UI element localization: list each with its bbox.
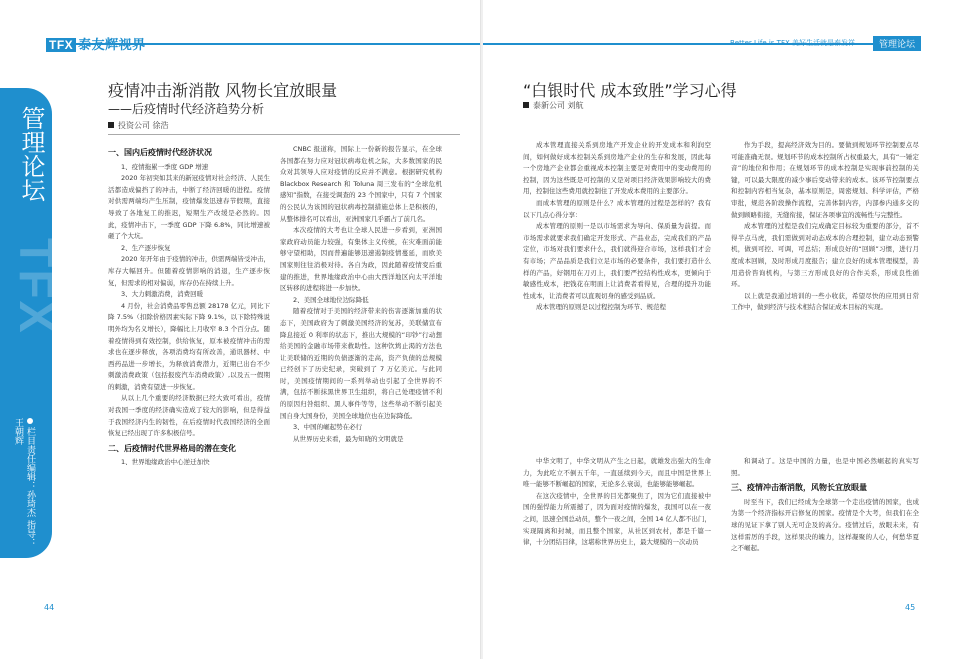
tfx-watermark: TFX [9, 238, 62, 335]
editor-credits: 栏目责任编辑：孙琦杰 指导：王朝辉 [13, 418, 35, 547]
section-heading: 二、后疫情时代世界格局的潜在变化 [108, 443, 236, 453]
paragraph: CNBC 报道称，国际上一份新的报告显示，在全球各国都在努力应对冠状病毒危机之际，大多数国家的民众对其领导人应对疫情的反应并不满意。根据研究机构 Blackbox Research 和 Toluna 周三发布的“全球危机感知”指数，在接受调查的 23 个国家中，只有 7 个国家的公民认为该国的冠状病毒控制措施总体上是积极的，从整体排名可以看出，亚洲国家几乎霸占了前几名。 [280, 145, 442, 223]
article-column-2 [280, 144, 442, 599]
article-author: 投资公司 徐浩 [108, 120, 169, 131]
paragraph: 2020 年初突如其来的新冠疫情对社会经济、人民生活都造成偏挡了的冲击，中断了经济回暖的进程。疫情对供需两端均产生压制，疫情爆发迅速春节假期，直接导致了各地复工的推迟，短期生产改缓是必然的。因此，疫情冲击下，一季度 GDP 下降 6.8%，同比增速被砸了个大坑。 [108, 174, 270, 241]
header-tagline: Better Life is TFX 美好生活就是泰发祥 [730, 39, 855, 47]
paragraph: 2020 年开年由于疫情的冲击，供需两端皆受冲击，库存大幅回升。但随着疫情影响的消退，生产逐步恢复，但需求的相对偏弱，库存仍在持续上升。 [108, 255, 270, 287]
brand-name: 泰友辉视界 [78, 37, 146, 52]
paragraph: 成本管理的原则是以过程控制为环节、规范程 [536, 303, 666, 312]
paragraph: 而成本管理的原则是什么？成本管理的过程是怎样的？我有以下几点心得分享： [523, 198, 711, 219]
column-sidebar [0, 88, 62, 558]
article-title-2: “白银时代 成本致胜”学习心得 [523, 81, 737, 100]
page-number-left: 44 [44, 603, 55, 612]
paragraph: 从以上几个重要的经济数据已经大致可看出，疫情对我国一季度的经济确实造成了较大的影响，但是得益于我国经济内生的韧性，在后疫情时代我国经济的全面恢复已经出现了许多积极信号。 [108, 394, 270, 438]
paragraph: 时至当下，我们已经成为全球第一个走出疫情的国家，也成为第一个经济指标开启修复的国家。疫情是个大考，但我们在全球的见证下拿了别人无可企及的高分。疫情过后，放眼未来，有这样雷厉的手段，这样果决的魄力，这样凝聚的人心，何愁华夏之不崛起。 [731, 497, 919, 553]
paragraph: 在这次疫情中，全世界的目光都聚焦了，因为它们直接被中国的强悍能力所震撼了，因为面对疫情的爆发，我国可以在一夜之间，迅速全国总动员，整个一夜之间，全国 14 亿人都不出门，实现隔离和封城，而且整个国家，从社区到农村，都是千篇一律，十分团结目律，这堪称世界历史上，最大规模的一次动员 [523, 491, 711, 547]
article2-column-2 [731, 140, 919, 405]
square-bullet-icon [108, 122, 114, 128]
article-column-1 [108, 144, 270, 599]
subheading: 2、生产逐步恢复 [121, 243, 171, 252]
paragraph: 从世界历史来看，最为知晓的文明就是 [293, 434, 404, 443]
paragraph: 成本管理直接关系到房地产开发企业的开发成本和利润空间，如何做好成本控制关系到房地产企业的生存和发展，因此每一个房地产企业都会重视成本控制主要是对费用中的变动费用的控制，因为这些既是可控制的又是对项目经济效果影响较大的费用，控制住这些费用就控制住了开发成本费用的主要部分。 [523, 141, 711, 196]
page-number-right: 45 [905, 603, 916, 612]
subheading: 1、疫情拖累一季度 GDP 增速 [121, 162, 209, 171]
paragraph: 成本管理的原则一是以市场需求为导向、保质量为前提。而市场需求就要求我们确定开发形式、产品业态，完成我们的产品定位，市场对我们要求什么，我们就得迎合市场，这样我们才会有市场；产品品质是我们立足市场的必要条件，我们要打造什么样的产品，好钢用在刀刃上，我们要严控结构性成本，更倾向于敏感性成本，把钱花在明面上让消费者看得见，合理的提升功能性成本，让消费者可以直观切身的感受到品质。 [523, 222, 711, 300]
article-title: 疫情冲击渐消散 风物长宜放眼量 [108, 81, 338, 100]
article2-column-1 [523, 140, 711, 405]
paragraph: 和调动了。这是中国的力量，也是中国必然崛起的真实写照。 [731, 457, 919, 477]
article-subtitle: ——后疫情时代经济趋势分析 [108, 102, 265, 116]
right-page [483, 0, 965, 659]
subheading: 3、大力刺激消费，消费回暖 [121, 290, 204, 299]
title-rule [108, 134, 460, 135]
tfx-logo: TFX [46, 38, 76, 52]
article1-continued-column-2 [731, 456, 919, 596]
column-name: 管理论坛 [17, 106, 45, 202]
subheading: 2、美国全球地位边际降低 [293, 295, 369, 304]
article-author-2: 泰新公司 刘航 [523, 100, 584, 111]
paragraph: 随着疫情对于美国的经济带来的伤害逐渐加重的状态下，美国政府为了刺激美国经济的复苏，美联储宣布降息接近 0 利率的状态下，推出大规模的“印钞”行动想给美国的金融市场带来救助性。这种饮鸩止渴的方法也让美联储的近期的负债逐渐的走高，资产负债的总规模已经创下了历史纪录，突破到了 7 万亿美元。与此同时，美国疫情期间的一系列举动也引起了全世界的不满，包括不断抹黑世界卫生组织，将自己处理疫情不利的原因归咎组织、黑人事件等等，这些举动不断引起美国自身大国身份，美国全球地位也在边际降低。 [280, 307, 442, 420]
paragraph: 本次疫情的大考也让全球人民进一步看到，亚洲国家政府动员能力较强，有集体主义传统，在灾难面前能够守望相助，因而普遍能够迅速遏制疫情蔓延，而欧美国家则往往消极对待。各自为政，因此随着疫情变后重建的推进，世界地缘政治中心由大西洋地区向太平洋地区转移的进程将进一步加快。 [280, 226, 442, 293]
brand-logo [46, 34, 146, 52]
article1-continued-column-1 [523, 456, 711, 596]
bullet-dot-icon [27, 418, 33, 424]
subheading: 1、世界地缘政治中心逆迁加快 [121, 458, 210, 467]
paragraph: 4 月份，社会消费品零售总额 28178 亿元，同比下降 7.5%（扣除价格因素实际下降 9.1%，以下除特殊说明外均为名义增长），降幅比上月收窄 8.3 个百分点。随着疫情得到有效控制，供给恢复，原本被疫情冲击的需求也在逐步释放，各项消费均有所改善，通讯器材、中西药品进一步增长，为释放消费潜力，近期已出台不少刺激消费政策（包括报废汽车消费政策）,以及五一假期的刺激，消费有望进一步恢复。 [108, 301, 270, 391]
left-page [0, 0, 482, 659]
section-tag: 管理论坛 [873, 36, 921, 51]
section-heading: 一、国内后疫情时代经济状况 [108, 148, 212, 157]
header-rule-right [483, 43, 921, 45]
paragraph: 成本管理的过程是我们完成确定目标较为重要的部分，首不得半点马虎，我们需做到对动态成本的合理控制，建立动态预警机，做到可控、可调，可总结；形成良好的“回顾”习惯，进行月度成本回顾，及时形成月度报告；建立良好的成本管理模型，善用造价咨询机构，与第三方形成良好的合作关系，形成良性循环。 [731, 222, 919, 289]
paragraph: 以上就是我通过培训的一些小收获，希望尽快的应用到日常工作中，做到经济与技术相结合保证成本目标的实现。 [731, 291, 919, 312]
section-heading: 三、疫情冲击渐消散，风物长宜放眼量 [731, 483, 867, 493]
paragraph: 作为手段，提高经济效为目的。要做到规划环节控制要点尽可能准确无误。规划环节的成本控制所占权重最大，具有“一锤定音”的地位和作用；在规划环节的成本控制是实现事前控制的关键，可以最大限度的减少事后变动带来的成本。该环节控制要点和控制内容相当复杂，基本原则是，周密规划、科学评估，严格审批，规范各阶段操作流程，完善体制内容，内部参内通多交的做到顾略衔接，无缝衔接，保证各项事宜的流畅性与完整性。 [731, 141, 919, 219]
subheading: 3、中国的崛起势在必行 [293, 423, 363, 432]
square-bullet-icon [523, 102, 529, 108]
paragraph: 中华文明了，中华文明从产生之日起，就雄发出强大的生命力，为此吃立不倒五千年，一直延续到今天，而且中国是世界上唯一能够不断崛起的国家，无论多么衰弱，也能够能够崛起。 [523, 457, 711, 489]
